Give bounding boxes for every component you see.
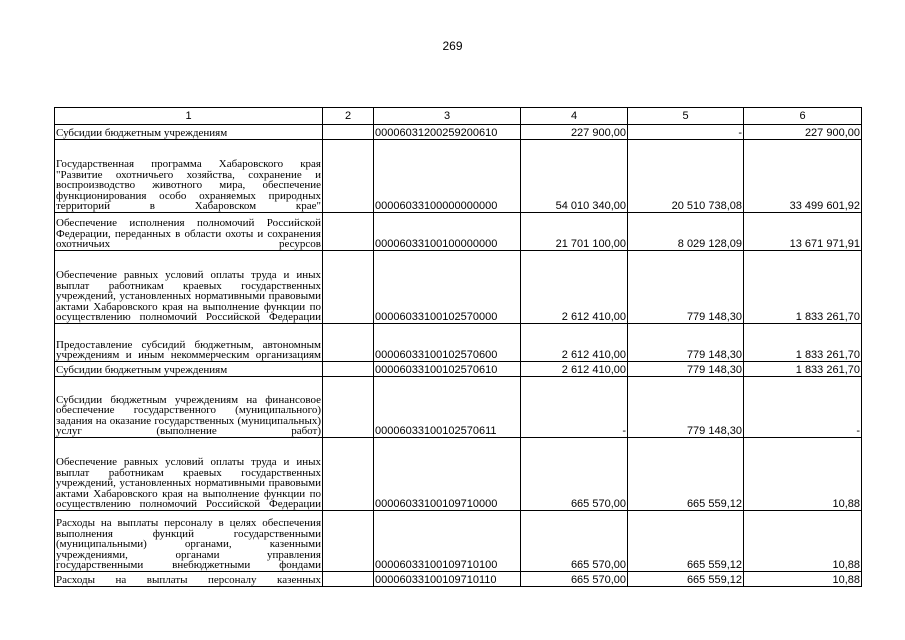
- table-row: [55, 324, 862, 362]
- row-value-4: 2 612 410,00: [521, 324, 628, 362]
- row-value-6: 10,88: [744, 572, 862, 587]
- table-row: [55, 438, 862, 511]
- row-value-4: 54 010 340,00: [521, 140, 628, 213]
- row-name: Расходы на выплаты персоналу в целях обеспечения выполнения функций государственными (муниципальными) органами, казенными учреждениями, органами управления государственными внебюджетными фондами: [55, 511, 323, 572]
- row-name: Субсидии бюджетным учреждениям на финансовое обеспечение государственного (муниципального) задания на оказание государственных (муниципальных) услуг (выполнение работ): [55, 377, 323, 438]
- table-row: [55, 213, 862, 251]
- row-value-5: 665 559,12: [628, 438, 744, 511]
- row-value-6: 1 833 261,70: [744, 324, 862, 362]
- row-value-4: 2 612 410,00: [521, 251, 628, 324]
- row-value-6: 227 900,00: [744, 125, 862, 140]
- row-value-4: 665 570,00: [521, 511, 628, 572]
- row-value-6: 10,88: [744, 438, 862, 511]
- row-value-6: 13 671 971,91: [744, 213, 862, 251]
- row-value-4: 665 570,00: [521, 572, 628, 587]
- page-number: 269: [442, 39, 463, 53]
- row-value-4: 227 900,00: [521, 125, 628, 140]
- table-row: [55, 511, 862, 572]
- row-name: Обеспечение равных условий оплаты труда и иных выплат работникам краевых государственных учреждений, установленных нормативными правовыми актами Хабаровского края на выполнение функции по осуществлению полномочий Российской Федерации: [55, 251, 323, 324]
- row-code: 00006033100102570600: [374, 324, 521, 362]
- row-value-5: 779 148,30: [628, 324, 744, 362]
- row-name: Субсидии бюджетным учреждениям: [55, 362, 323, 377]
- table-row: [55, 140, 862, 213]
- row-col2: [323, 511, 374, 572]
- row-name: Субсидии бюджетным учреждениям: [55, 125, 323, 140]
- row-value-5: 779 148,30: [628, 251, 744, 324]
- row-name: Обеспечение исполнения полномочий Российской Федерации, переданных в области охоты и сохранения охотничьих ресурсов: [55, 213, 323, 251]
- header-col-1: 1: [55, 108, 323, 125]
- row-value-4: 2 612 410,00: [521, 362, 628, 377]
- row-code: 00006033100109710110: [374, 572, 521, 587]
- table-row: [55, 362, 862, 377]
- row-code: 00006033100102570611: [374, 377, 521, 438]
- row-code: 00006033100000000000: [374, 140, 521, 213]
- row-value-4: 665 570,00: [521, 438, 628, 511]
- row-code: 00006033100109710100: [374, 511, 521, 572]
- row-value-6: 1 833 261,70: [744, 362, 862, 377]
- row-code: 00006033100102570000: [374, 251, 521, 324]
- row-col2: [323, 324, 374, 362]
- row-name: Расходы на выплаты персоналу казенных: [55, 572, 323, 587]
- row-value-5: 8 029 128,09: [628, 213, 744, 251]
- header-col-6: 6: [744, 108, 862, 125]
- row-value-4: -: [521, 377, 628, 438]
- row-name: Государственная программа Хабаровского края "Развитие охотничьего хозяйства, сохранение и воспроизводство животного мира, обеспечение функционирования особо охраняемых природных территорий в Хабаровском крае": [55, 140, 323, 213]
- header-col-2: 2: [323, 108, 374, 125]
- row-col2: [323, 125, 374, 140]
- row-value-6: 33 499 601,92: [744, 140, 862, 213]
- row-name: Предоставление субсидий бюджетным, автономным учреждениям и иным некоммерческим организациям: [55, 324, 323, 362]
- row-col2: [323, 140, 374, 213]
- row-value-5: 665 559,12: [628, 511, 744, 572]
- header-col-5: 5: [628, 108, 744, 125]
- row-value-6: -: [744, 377, 862, 438]
- header-col-3: 3: [374, 108, 521, 125]
- table-row: [55, 251, 862, 324]
- row-code: 00006033100102570610: [374, 362, 521, 377]
- budget-table: [54, 107, 862, 587]
- row-value-4: 21 701 100,00: [521, 213, 628, 251]
- row-col2: [323, 362, 374, 377]
- row-col2: [323, 213, 374, 251]
- row-code: 00006031200259200610: [374, 125, 521, 140]
- header-col-4: 4: [521, 108, 628, 125]
- row-value-6: 10,88: [744, 511, 862, 572]
- row-value-5: 779 148,30: [628, 377, 744, 438]
- table-row: [55, 572, 862, 587]
- row-value-5: 20 510 738,08: [628, 140, 744, 213]
- row-value-5: -: [628, 125, 744, 140]
- header-row: [55, 108, 862, 125]
- row-value-5: 779 148,30: [628, 362, 744, 377]
- row-col2: [323, 572, 374, 587]
- row-col2: [323, 251, 374, 324]
- row-value-5: 665 559,12: [628, 572, 744, 587]
- table-row: [55, 377, 862, 438]
- row-col2: [323, 438, 374, 511]
- row-value-6: 1 833 261,70: [744, 251, 862, 324]
- table-row: [55, 125, 862, 140]
- row-name: Обеспечение равных условий оплаты труда и иных выплат работникам краевых государственных учреждений, установленных нормативными правовыми актами Хабаровского края на выполнение функции по осуществлению полномочий Российской Федерации: [55, 438, 323, 511]
- row-col2: [323, 377, 374, 438]
- row-code: 00006033100109710000: [374, 438, 521, 511]
- row-code: 00006033100100000000: [374, 213, 521, 251]
